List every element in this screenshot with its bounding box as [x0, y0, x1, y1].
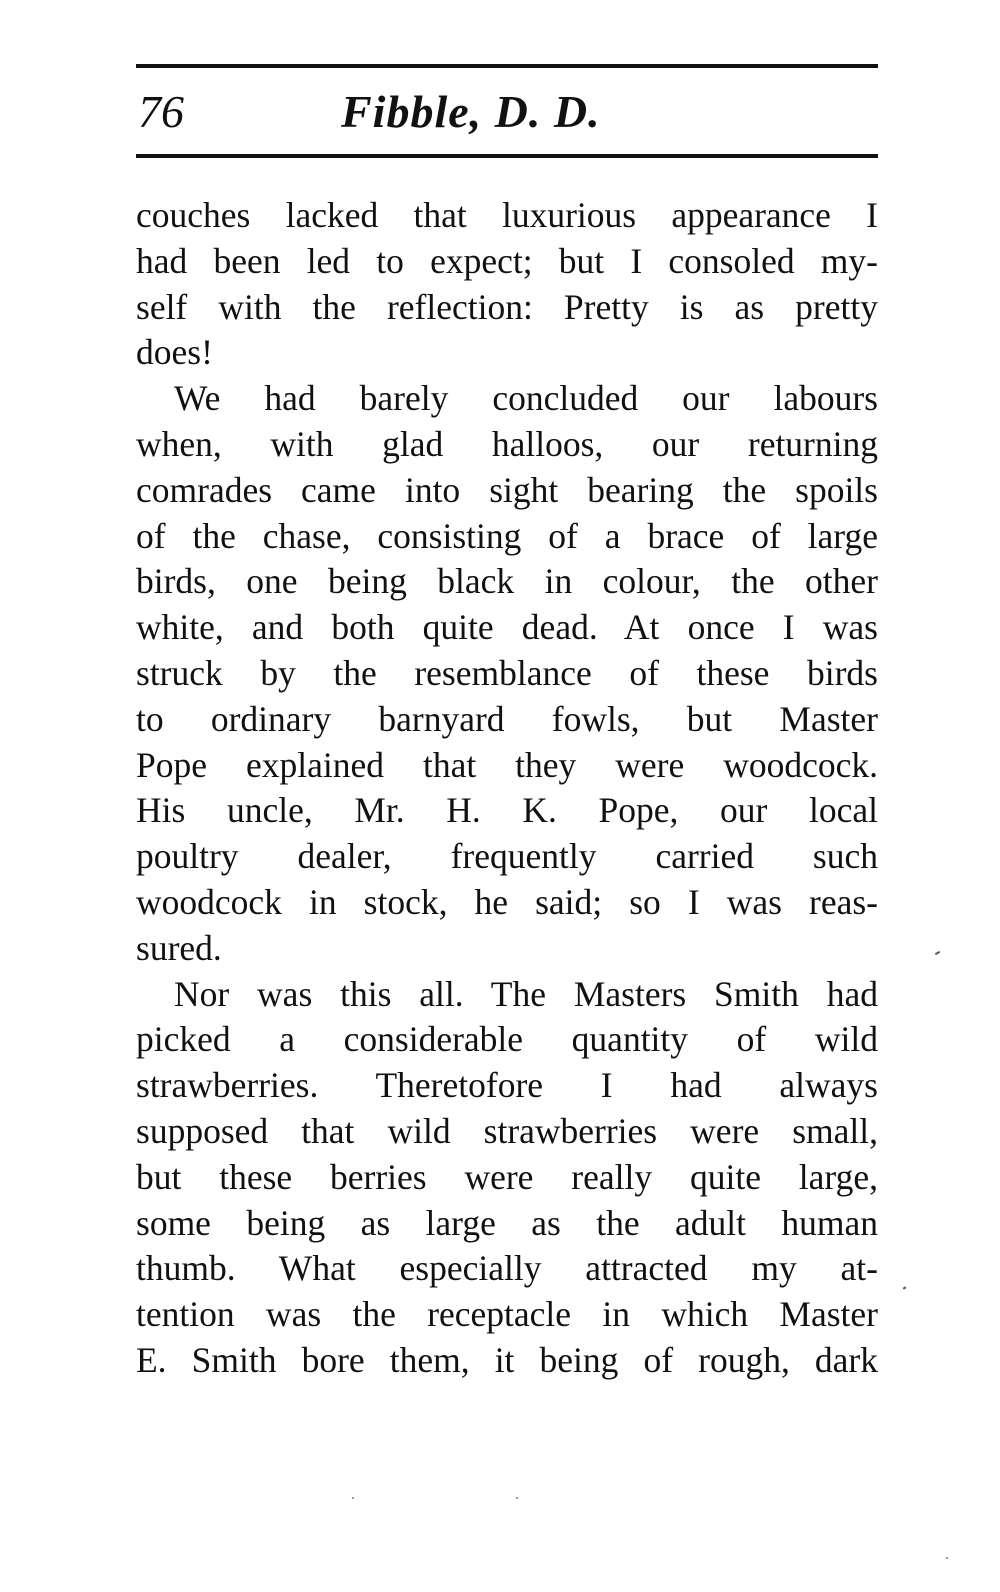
text-line: white, and both quite dead. At once I was	[136, 607, 878, 648]
text-line: had been led to expect; but I consoled my-	[136, 240, 878, 281]
text-line: We had barely concluded our labours	[174, 378, 878, 419]
text-line: Nor was this all. The Masters Smith had	[174, 973, 878, 1014]
text-line: poultry dealer, frequently carried such	[136, 836, 878, 877]
text-line: to ordinary barnyard fowls, but Master	[136, 698, 878, 739]
text-line: couches lacked that luxurious appearance I	[136, 195, 878, 235]
text-line: does!	[136, 332, 213, 373]
text-line: sured.	[136, 927, 222, 968]
text-line: Pope explained that they were woodcock.	[136, 744, 878, 785]
text-line: struck by the resemblance of these birds	[136, 652, 878, 693]
header-bottom-rule	[136, 154, 878, 158]
text-line: thumb. What especially attracted my at-	[136, 1248, 878, 1289]
text-line: comrades came into sight bearing the spoils	[136, 469, 878, 510]
text-line: but these berries were really quite large,	[136, 1156, 878, 1197]
book-title: Fibble, D. D.	[341, 86, 601, 137]
text-line: some being as large as the adult human	[136, 1202, 878, 1243]
text-line: tention was the receptacle in which Master	[136, 1294, 878, 1335]
text-line: picked a considerable quantity of wild	[136, 1019, 878, 1060]
text-line: self with the reflection: Pretty is as pretty	[136, 286, 878, 327]
scan-speck	[352, 1497, 354, 1499]
text-line: strawberries. Theretofore I had always	[136, 1065, 878, 1106]
scan-speck	[946, 1557, 948, 1559]
running-head	[136, 76, 878, 148]
text-line: E. Smith bore them, it being of rough, dark	[136, 1339, 878, 1380]
text-line: when, with glad halloos, our returning	[136, 423, 878, 464]
margin-mark	[935, 951, 940, 955]
header-top-rule	[136, 64, 878, 68]
text-line: birds, one being black in colour, the other	[136, 561, 878, 602]
text-line: woodcock in stock, he said; so I was reas-	[136, 881, 878, 922]
body-text	[136, 193, 878, 1384]
page-number: 76	[138, 86, 184, 137]
text-line: of the chase, consisting of a brace of large	[136, 515, 878, 556]
text-line: supposed that wild strawberries were small,	[136, 1110, 878, 1151]
scan-speck	[516, 1497, 518, 1499]
margin-mark	[903, 1286, 907, 1289]
text-line: His uncle, Mr. H. K. Pope, our local	[136, 790, 878, 831]
